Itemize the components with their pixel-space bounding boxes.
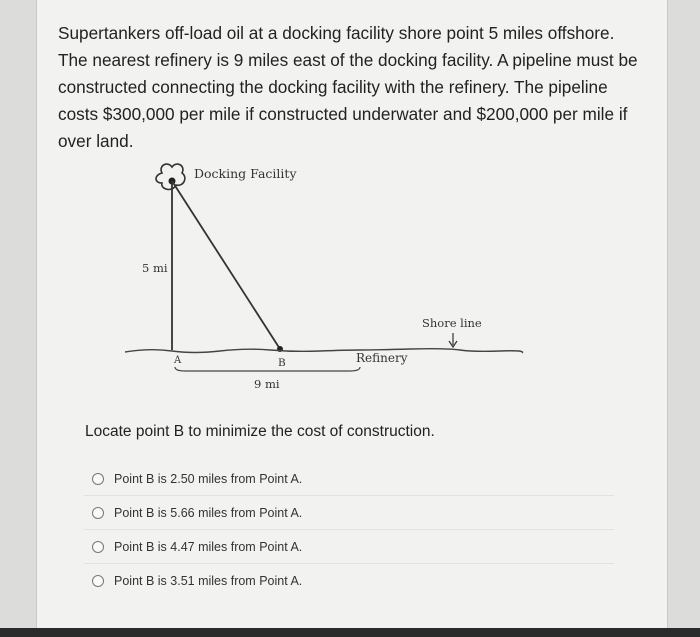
option-4[interactable]: [84, 563, 614, 597]
pipeline-diagram: [110, 155, 550, 400]
point-b-label: B: [278, 357, 286, 369]
underwater-pipeline: [172, 181, 280, 349]
answer-options: [84, 462, 614, 597]
option-label: Point B is 3.51 miles from Point A.: [114, 573, 303, 588]
bottom-bar: [0, 628, 700, 637]
option-label: Point B is 2.50 miles from Point A.: [114, 471, 303, 486]
docking-facility-marker: [156, 164, 185, 189]
distance-label: 9 mi: [254, 377, 280, 391]
option-1[interactable]: [84, 462, 614, 495]
radio-button[interactable]: [92, 541, 104, 553]
problem-statement: Supertankers off-load oil at a docking facility shore point 5 miles offshore. The nearest refinery is 9 miles east of the docking facility. A pipeline must be constructed connecting the docking facility with the refinery. The pipeline costs $300,000 per mile if constructed underwater and $200,000 per mile if over land.: [58, 23, 638, 151]
docking-facility-label: Docking Facility: [194, 166, 297, 181]
point-a-label: A: [174, 355, 182, 366]
refinery-label: Refinery: [356, 351, 408, 365]
option-2[interactable]: [84, 495, 614, 529]
offshore-distance-label: 5 mi: [142, 261, 168, 275]
distance-bracket: [175, 367, 360, 371]
radio-button[interactable]: [92, 507, 104, 519]
radio-button[interactable]: [92, 473, 104, 485]
radio-button[interactable]: [92, 575, 104, 587]
shore-line-label: Shore line: [422, 316, 482, 330]
shore-line: [125, 349, 523, 353]
option-3[interactable]: [84, 529, 614, 563]
question-prompt: Locate point B to minimize the cost of construction.: [85, 423, 435, 440]
option-label: Point B is 4.47 miles from Point A.: [114, 539, 303, 554]
option-label: Point B is 5.66 miles from Point A.: [114, 505, 303, 520]
